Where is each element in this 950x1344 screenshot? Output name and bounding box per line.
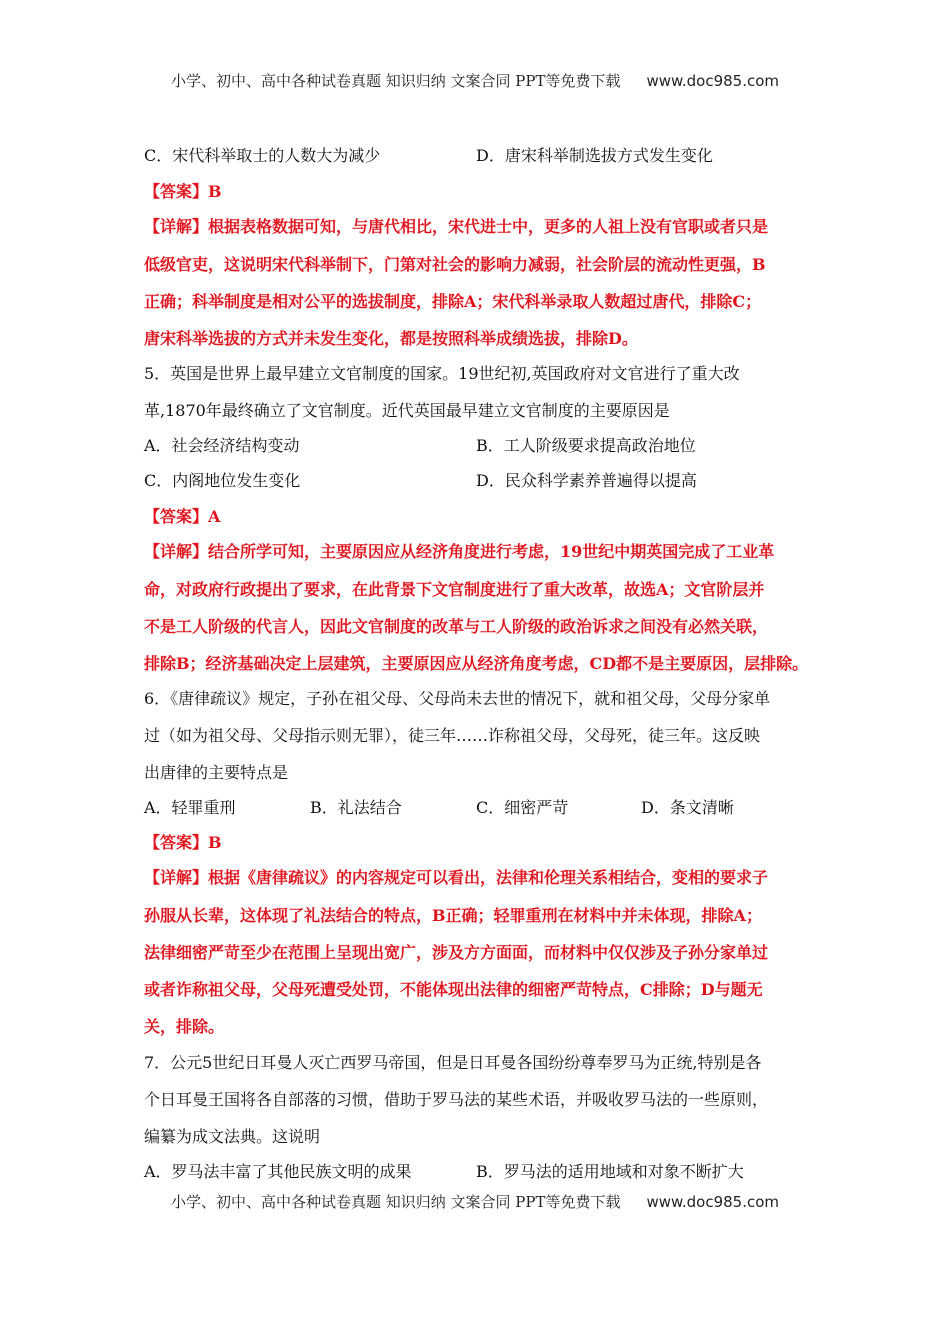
q7-option-a: A．罗马法丰富了其他民族文明的成果 <box>144 1162 412 1181</box>
q5-option-d: D．民众科学素养普遍得以提高 <box>476 471 697 490</box>
q6-option-b: B．礼法结合 <box>310 798 402 817</box>
q4-detail-line-2: 低级官吏，这说明宋代科举制下，门第对社会的影响力减弱，社会阶层的流动性更强，B <box>144 255 766 274</box>
q6-answer: 【答案】B <box>144 833 222 852</box>
header-text: 小学、初中、高中各种试卷真题 知识归纳 文案合同 PPT等免费下载 <box>170 72 621 90</box>
q7-stem-line-2: 个日耳曼王国将各自部落的习惯，借助于罗马法的某些术语，并吸收罗马法的一些原则， <box>144 1090 769 1109</box>
q7-stem-line-3: 编纂为成文法典。这说明 <box>144 1127 321 1146</box>
q4-detail-line-4: 唐宋科举选拔的方式并未发生变化，都是按照科举成绩选拔，排除D。 <box>144 329 638 348</box>
q6-detail-line-1: 【详解】根据《唐律疏议》的内容规定可以看出，法律和伦理关系相结合，变相的要求子 <box>144 868 769 887</box>
q4-detail-line-1: 【详解】根据表格数据可知，与唐代相比，宋代进士中，更多的人祖上没有官职或者只是 <box>144 217 769 236</box>
q5-detail-line-3: 不是工人阶级的代言人，因此文官制度的改革与工人阶级的政治诉求之间没有必然关联， <box>144 617 769 636</box>
page-footer <box>0 1191 950 1212</box>
footer-text: 小学、初中、高中各种试卷真题 知识归纳 文案合同 PPT等免费下载 <box>170 1193 621 1211</box>
header-site-link[interactable]: www.doc985.com <box>646 72 780 90</box>
q5-option-b: B．工人阶级要求提高政治地位 <box>476 436 696 455</box>
q6-option-a: A．轻罪重刑 <box>144 798 236 817</box>
q5-stem-line-1: 5．英国是世界上最早建立文官制度的国家。19世纪初,英国政府对文官进行了重大改 <box>144 364 740 383</box>
q6-option-d: D．条文清晰 <box>641 798 734 817</box>
q5-stem-line-2: 革,1870年最终确立了文官制度。近代英国最早建立文官制度的主要原因是 <box>144 401 670 420</box>
q7-option-b: B．罗马法的适用地域和对象不断扩大 <box>476 1162 744 1181</box>
q5-detail-line-2: 命，对政府行政提出了要求，在此背景下文官制度进行了重大改革，故选A；文官阶层并 <box>144 580 765 599</box>
footer-site-link[interactable]: www.doc985.com <box>646 1193 780 1211</box>
q5-option-a: A．社会经济结构变动 <box>144 436 300 455</box>
q5-detail-line-4: 排除B；经济基础决定上层建筑，主要原因应从经济角度考虑，CD都不是主要原因，层排除。 <box>144 654 809 673</box>
page-header <box>0 70 950 91</box>
q7-stem-line-1: 7．公元5世纪日耳曼人灭亡西罗马帝国，但是日耳曼各国纷纷尊奉罗马为正统,特别是各 <box>144 1053 762 1072</box>
q5-answer: 【答案】A <box>144 507 221 526</box>
q6-detail-line-3: 法律细密严苛至少在范围上呈现出宽广，涉及方方面面，而材料中仅仅涉及子孙分家单过 <box>144 943 769 962</box>
q6-detail-line-2: 孙服从长辈，这体现了礼法结合的特点，B正确；轻罪重刑在材料中并未体现，排除A； <box>144 906 762 925</box>
q5-detail-line-1: 【详解】结合所学可知，主要原因应从经济角度进行考虑，19世纪中期英国完成了工业革 <box>144 542 775 561</box>
q4-answer: 【答案】B <box>144 182 222 201</box>
q6-detail-line-5: 关，排除。 <box>144 1017 225 1036</box>
q4-option-d: D．唐宋科举制选拔方式发生变化 <box>476 146 713 165</box>
q6-stem-line-1: 6．《唐律疏议》规定，子孙在祖父母、父母尚未去世的情况下，就和祖父母，父母分家单 <box>144 689 771 708</box>
q6-stem-line-2: 过（如为祖父母、父母指示则无罪），徒三年……诈称祖父母，父母死，徒三年。这反映 <box>144 726 761 745</box>
q6-stem-line-3: 出唐律的主要特点是 <box>144 763 289 782</box>
q6-detail-line-4: 或者诈称祖父母，父母死遭受处罚，不能体现出法律的细密严苛特点，C排除；D与题无 <box>144 980 763 999</box>
q4-detail-line-3: 正确；科举制度是相对公平的选拔制度，排除A；宋代科举录取人数超过唐代，排除C； <box>144 292 762 311</box>
q6-option-c: C．细密严苛 <box>476 798 569 817</box>
q4-option-c: C．宋代科举取士的人数大为减少 <box>144 146 381 165</box>
q5-option-c: C．内阁地位发生变化 <box>144 471 301 490</box>
